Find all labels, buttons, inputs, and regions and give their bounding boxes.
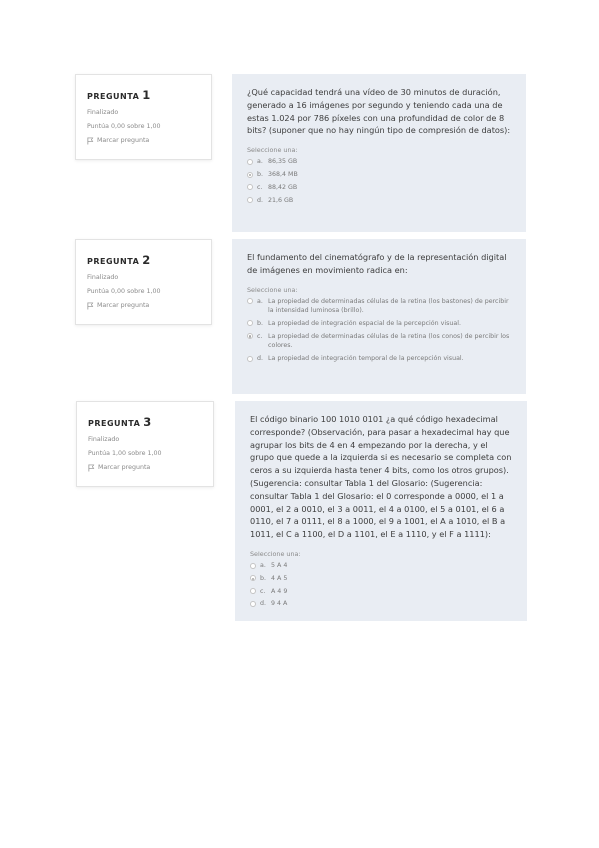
flag-question-link[interactable] [87, 136, 200, 146]
option-text: A 4 9 [271, 587, 288, 595]
option-letter: d. [257, 354, 263, 362]
radio-button[interactable] [247, 184, 253, 190]
radio-button[interactable] [250, 601, 256, 607]
question-content-2 [232, 239, 526, 394]
question-content-1 [232, 74, 526, 232]
question-label: PREGUNTA [87, 257, 140, 266]
answer-prompt: Seleccione una: [247, 285, 298, 294]
option-text: 88,42 GB [268, 183, 298, 191]
answer-option-a[interactable] [250, 561, 514, 571]
answer-option-c[interactable] [247, 332, 513, 351]
question-number: 2 [142, 253, 151, 267]
answer-option-c[interactable] [247, 183, 513, 193]
flag-question-link[interactable] [87, 301, 200, 311]
radio-button-selected[interactable] [250, 575, 256, 581]
question-label: PREGUNTA [87, 92, 140, 101]
option-letter: d. [260, 600, 266, 608]
option-letter: b. [257, 319, 263, 327]
answer-option-b[interactable] [247, 319, 513, 329]
question-title [87, 88, 200, 102]
question-number: 1 [142, 88, 151, 102]
answer-option-b[interactable] [250, 574, 514, 584]
question-info-2 [75, 239, 212, 325]
option-text: 9 4 A [271, 600, 288, 608]
question-number: 3 [143, 415, 152, 429]
option-letter: b. [260, 574, 266, 582]
option-letter: c. [257, 332, 263, 340]
option-text: La propiedad de integración espacial de la percepción visual. [268, 319, 461, 327]
flag-question-link[interactable] [88, 463, 202, 473]
option-text: 4 A 5 [271, 574, 288, 582]
flag-label: Marcar pregunta [97, 137, 150, 144]
option-text: La propiedad de determinadas células de la retina (los bastones) de percibir la intensidad luminosa (brillo). [268, 297, 509, 315]
question-score: Puntúa 0,00 sobre 1,00 [87, 288, 161, 295]
question-text: ¿Qué capacidad tendrá una vídeo de 30 minutos de duración, generado a 16 imágenes por segundo y teniendo cada una de estas 1.024 por 786 píxeles con una profundidad de color de 8 bits? (suponer que no hay ningún tipo de compresión de datos): [247, 87, 511, 136]
question-status: Finalizado [87, 109, 119, 116]
option-letter: a. [257, 297, 263, 305]
question-status: Finalizado [87, 274, 119, 281]
option-letter: c. [257, 183, 263, 191]
question-text: El código binario 100 1010 0101 ¿a qué código hexadecimal corresponde? (Observación, para pasar a hexadecimal hay que agrupar los bits de 4 en 4 empezando por la derecha, y el grupo que quede a la izquierda si es necesario se completa con ceros a su izquierda hasta tener 4 bits, como los otros grupos). (Sugerencia: consultar Tabla 1 del Glosario: (Sugerencia: consultar Tabla 1 del Glosario: el 0 corresponde a 0000, el 1 a 0001, el 2 a 0010, el 3 a 0011, el 4 a 0100, el 5 a 0101, el 6 a 0110, el 7 a 0111, el 8 a 1000, el 9 a 1001, el A a 1010, el B a 1011, el C a 1100, el D a 1101, el E a 1110, y el F a 1111): [250, 414, 512, 540]
flag-icon [87, 137, 94, 145]
option-letter: a. [260, 561, 266, 569]
question-title [87, 253, 200, 267]
option-letter: c. [260, 587, 266, 595]
radio-button[interactable] [247, 197, 253, 203]
option-text: 21,6 GB [268, 196, 294, 204]
question-text: El fundamento del cinematógrafo y de la representación digital de imágenes en movimiento radica en: [247, 252, 507, 275]
answer-option-a[interactable] [247, 297, 513, 316]
flag-label: Marcar pregunta [98, 464, 151, 471]
radio-button[interactable] [247, 356, 253, 362]
answer-option-d[interactable] [250, 599, 514, 609]
question-score: Puntúa 1,00 sobre 1,00 [88, 450, 162, 457]
radio-button-selected[interactable] [247, 172, 253, 178]
radio-button-selected[interactable] [247, 333, 253, 339]
option-text: 86,35 GB [268, 158, 298, 166]
option-letter: d. [257, 196, 263, 204]
option-text: La propiedad de determinadas células de la retina (los conos) de percibir los colores. [268, 332, 510, 350]
radio-button[interactable] [250, 588, 256, 594]
radio-button[interactable] [247, 159, 253, 165]
question-info-3 [76, 401, 214, 487]
option-letter: a. [257, 158, 263, 166]
question-content-3 [235, 401, 527, 621]
option-text: 5 A 4 [271, 561, 288, 569]
flag-label: Marcar pregunta [97, 302, 150, 309]
option-text: 368,4 MB [268, 170, 298, 178]
radio-button[interactable] [247, 320, 253, 326]
question-status: Finalizado [88, 436, 120, 443]
answer-option-c[interactable] [250, 587, 514, 597]
radio-button[interactable] [247, 298, 253, 304]
answer-option-d[interactable] [247, 354, 513, 364]
answer-option-d[interactable] [247, 196, 513, 206]
answer-prompt: Seleccione una: [247, 146, 298, 155]
question-info-1 [75, 74, 212, 160]
answer-prompt: Seleccione una: [250, 549, 301, 558]
flag-icon [88, 464, 95, 472]
question-score: Puntúa 0,00 sobre 1,00 [87, 123, 161, 130]
question-title [88, 415, 202, 429]
question-label: PREGUNTA [88, 419, 141, 428]
flag-icon [87, 302, 94, 310]
option-text: La propiedad de integración temporal de la percepción visual. [268, 354, 464, 362]
radio-button[interactable] [250, 563, 256, 569]
answer-option-b[interactable] [247, 170, 513, 180]
option-letter: b. [257, 170, 263, 178]
answer-option-a[interactable] [247, 157, 513, 167]
